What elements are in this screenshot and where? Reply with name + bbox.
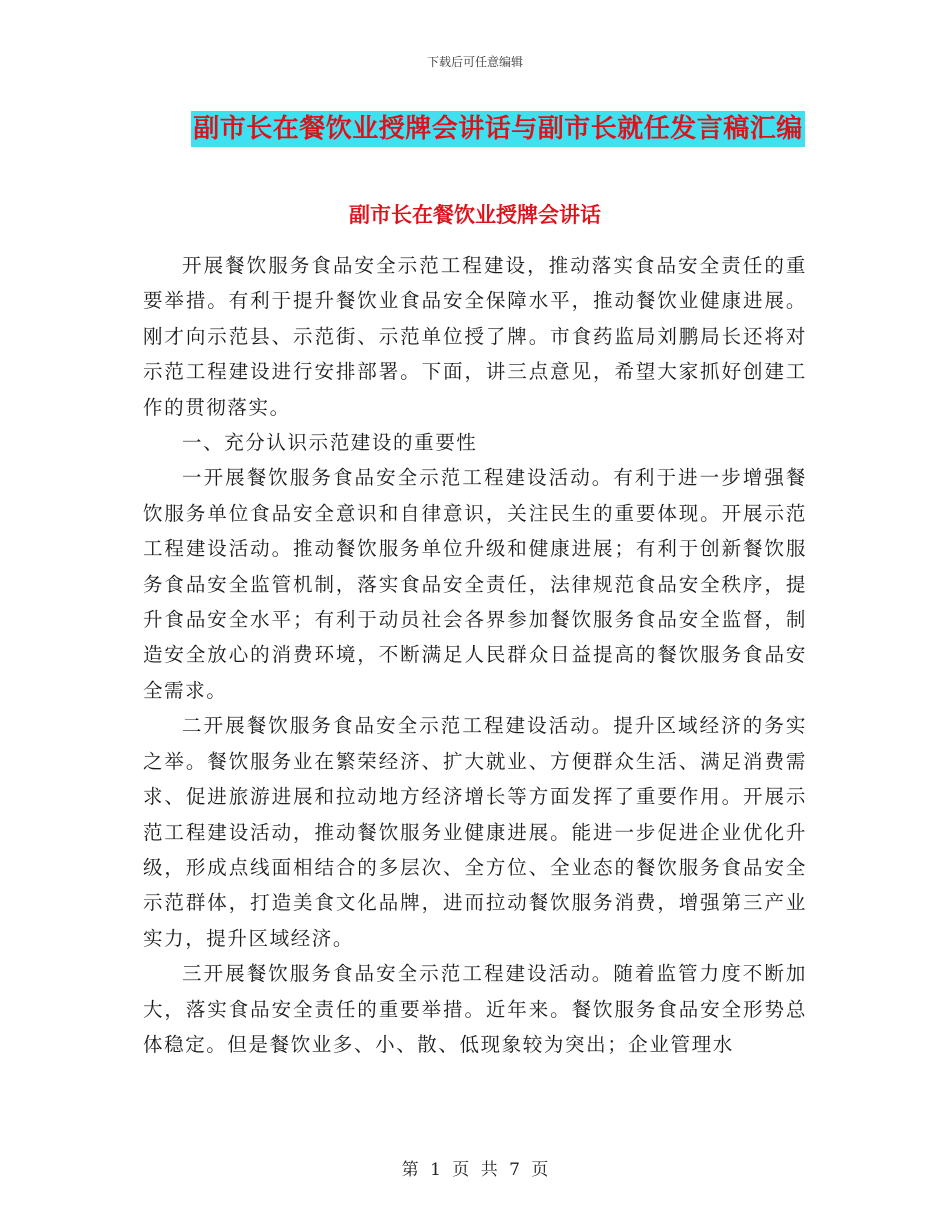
header-note: 下载后可任意编辑 — [426, 55, 523, 69]
paragraph-point-one: 一开展餐饮服务食品安全示范工程建设活动。有利于进一步增强餐饮服务单位食品安全意识和自律意识，关注民生的重要体现。开展示范工程建设活动。推动餐饮服务单位升级和健康进展；有利于创新餐饮服务食品安全监管机制，落实食品安全责任，法律规范食品安全秩序，提升食品安全水平；有利于动员社会各界参加餐饮服务食品安全监督，制造安全放心的消费环境，不断满足人民群众日益提高的餐饮服务食品安全需求。 — [143, 466, 807, 702]
paragraph-point-two: 二开展餐饮服务食品安全示范工程建设活动。提升区域经济的务实之举。餐饮服务业在繁荣经济、扩大就业、方便群众生活、满足消费需求、促进旅游进展和拉动地方经济增长等方面发挥了重要作用。开展示范工程建设活动，推动餐饮服务业健康进展。能进一步促进企业优化升级，形成点线面相结合的多层次、全方位、全业态的餐饮服务食品安全示范群体，打造美食文化品牌，进而拉动餐饮服务消费，增强第三产业实力，提升区域经济。 — [143, 714, 807, 950]
section-title: 副市长在餐饮业授牌会讲话 — [349, 203, 601, 227]
document-title-container — [0, 111, 950, 147]
document-title: 副市长在餐饮业授牌会讲话与副市长就任发言稿汇编 — [191, 111, 805, 147]
paragraph-point-three: 三开展餐饮服务食品安全示范工程建设活动。随着监管力度不断加大，落实食品安全责任的重要举措。近年来。餐饮服务食品安全形势总体稳定。但是餐饮业多、小、散、低现象较为突出；企业管理水 — [143, 962, 807, 1056]
paragraph-intro: 开展餐饮服务食品安全示范工程建设，推动落实食品安全责任的重要举措。有利于提升餐饮业食品安全保障水平，推动餐饮业健康进展。刚才向示范县、示范街、示范单位授了牌。市食药监局刘鹏局长还将对示范工程建设进行安排部署。下面，讲三点意见，希望大家抓好创建工作的贯彻落实。 — [143, 254, 807, 419]
document-body — [143, 248, 807, 1062]
paragraph-heading-one: 一、充分认识示范建设的重要性 — [182, 431, 478, 455]
page-number-footer: 第 1 页 共 7 页 — [401, 1160, 549, 1180]
